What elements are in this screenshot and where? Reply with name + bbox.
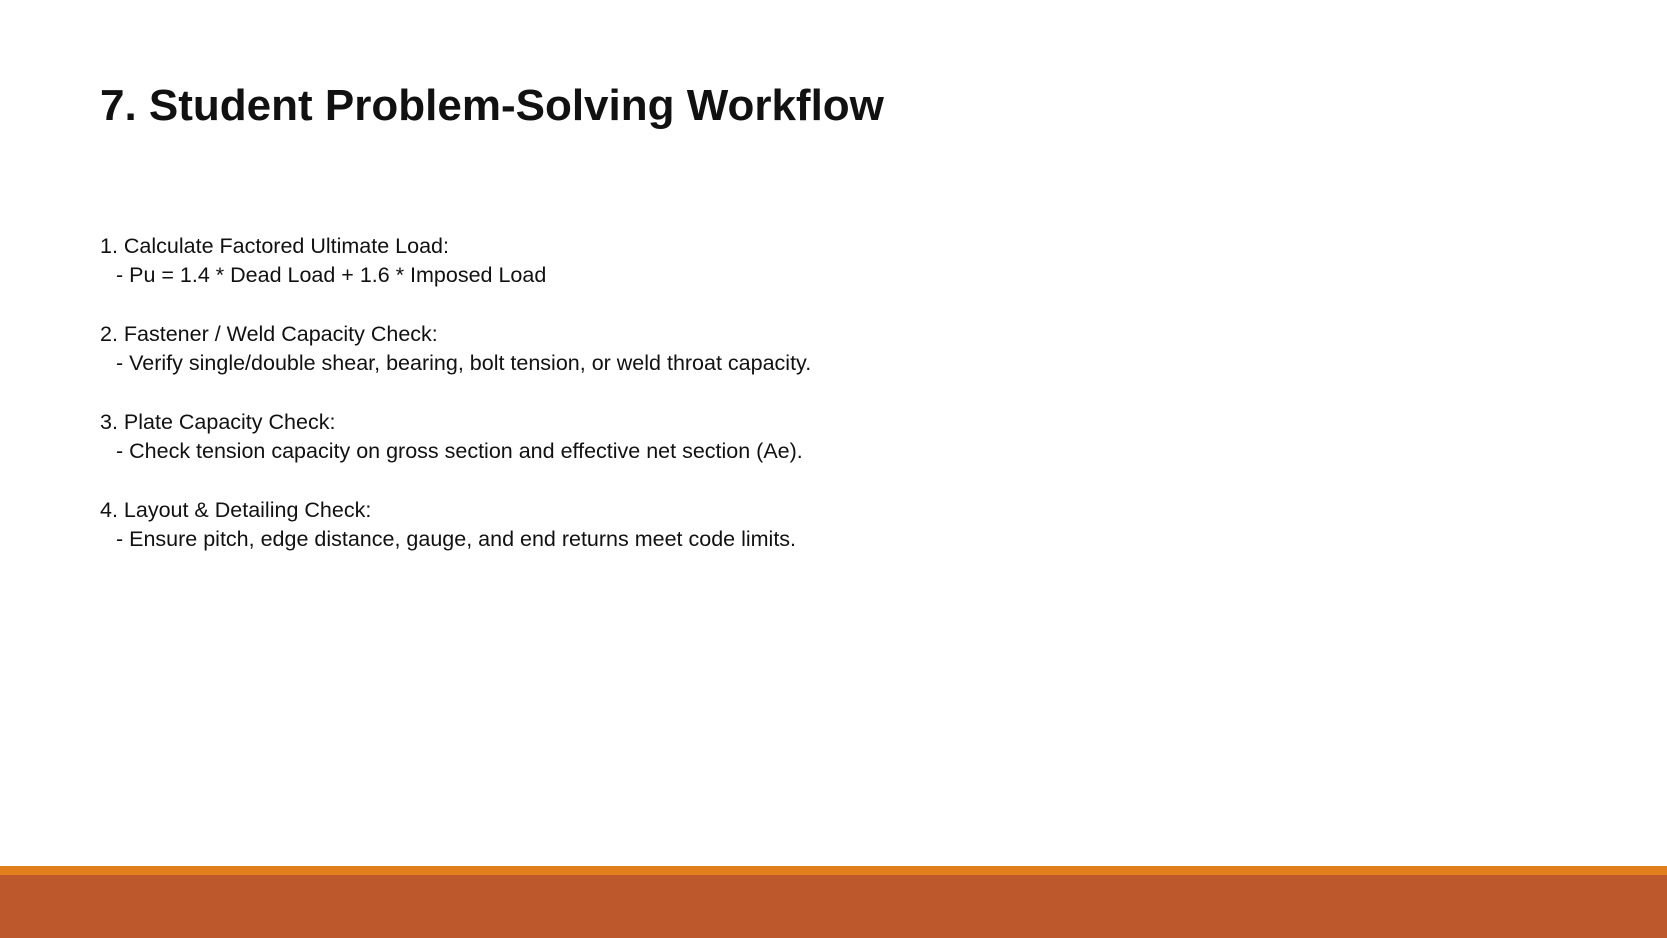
workflow-steps-list [100,232,1100,584]
footer-band [0,875,1667,938]
step-heading: 2. Fastener / Weld Capacity Check: [100,322,438,346]
step-heading: 3. Plate Capacity Check: [100,410,336,434]
workflow-step-4 [100,496,1100,554]
footer-accent-stripe [0,866,1667,875]
workflow-step-1 [100,232,1100,290]
step-detail: - Check tension capacity on gross section and effective net section (Ae). [116,439,803,463]
step-heading: 4. Layout & Detailing Check: [100,498,372,522]
step-detail: - Verify single/double shear, bearing, bolt tension, or weld throat capacity. [116,351,812,375]
step-heading: 1. Calculate Factored Ultimate Load: [100,234,449,258]
workflow-step-3 [100,408,1100,466]
step-detail: - Pu = 1.4 * Dead Load + 1.6 * Imposed Load [116,263,547,287]
slide-title: 7. Student Problem-Solving Workflow [100,81,884,130]
workflow-step-2 [100,320,1100,378]
step-detail: - Ensure pitch, edge distance, gauge, and end returns meet code limits. [116,527,797,551]
